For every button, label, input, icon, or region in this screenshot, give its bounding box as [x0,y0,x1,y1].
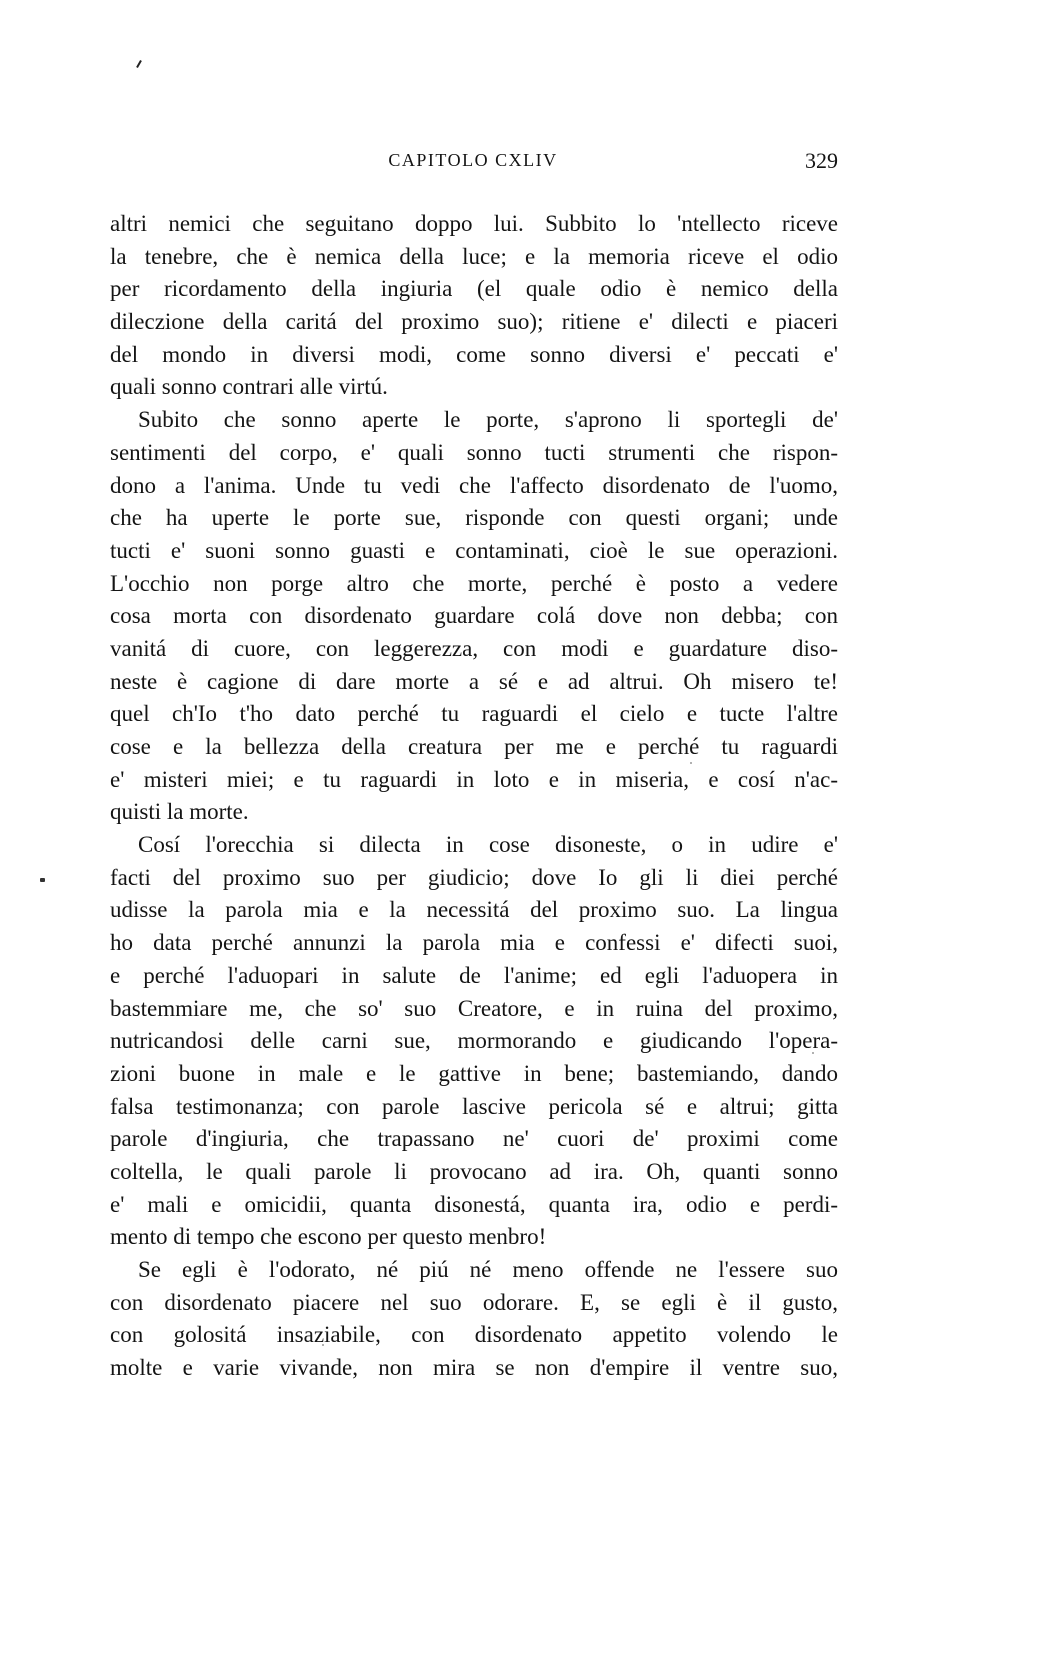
text-line: Se egli è l'odorato, né piú né meno offende ne l'essere suo [138,1257,838,1282]
text-line: per ricordamento della ingiuria (el quale odio è nemico della [110,276,838,302]
text-line: cose e la bellezza della creatura per me e perché tu raguardi [110,734,838,759]
text-line: Cosí l'orecchia si dilecta in cose disoneste, o in udire e' [138,832,838,858]
text-line: facti del proximo suo per giudicio; dove Io gli li diei perché [110,864,838,890]
paragraph [110,208,838,404]
running-title: CAPITOLO CXLIV [388,150,558,170]
text-line: sentimenti del corpo, e' quali sonno tucti strumenti che rispon- [110,439,838,465]
text-line: mento di tempo che escono per questo menbro! [110,1224,547,1250]
page-number: 329 [805,148,838,173]
text-line: quisti la morte. [110,799,249,825]
text-line: zioni buone in male e le gattive in bene; bastemiando, dando [110,1060,838,1086]
page-mark [136,60,142,68]
text-line: parole d'ingiuria, che trapassano ne' cuori de' proximi come [110,1126,838,1152]
text-line: coltella, le quali parole li provocano ad ira. Oh, quanti sonno [110,1158,838,1184]
text-line: con golositá insaziabile, con disordenato appetito volendo le [110,1322,838,1348]
text-line: udisse la parola mia e la necessitá del proximo suo. La lingua [110,897,838,923]
text-line: molte e varie vivande, non mira se non d'empire il ventre suo, [110,1355,838,1381]
text-line: L'occhio non porge altro che morte, perché è posto a vedere [110,570,838,596]
text-line: la tenebre, che è nemica della luce; e la memoria riceve el odio [110,243,838,269]
paragraph [110,404,838,829]
paragraph [110,1254,838,1385]
text-line: dileczione della caritá del proximo suo); ritiene e' dilecti e piaceri [110,309,838,335]
text-line: nutricandosi delle carni sue, mormorando e giudicando l'opera- [110,1028,838,1054]
text-line: con disordenato piacere nel suo odorare. E, se egli è il gusto, [110,1289,838,1315]
text-line: vanitá di cuore, con leggerezza, con modi e guardature diso- [110,635,838,661]
body-text [110,208,838,1385]
text-line: tucti e' suoni sonno guasti e contaminati, cioè le sue operazioni. [110,537,838,563]
paragraph [110,829,838,1254]
text-line: neste è cagione di dare morte a sé e ad altrui. Oh misero te! [110,668,838,694]
text-line: Subito che sonno aperte le porte, s'aprono li sportegli de' [138,407,838,433]
text-line: ho data perché annunzi la parola mia e confessi e' difecti suoi, [110,930,838,956]
text-line: del mondo in diversi modi, come sonno diversi e' peccati e' [110,341,838,367]
text-line: quel ch'Io t'ho dato perché tu raguardi el cielo e tucte l'altre [110,701,838,727]
text-line: che ha uperte le porte sue, risponde con questi organi; unde [110,505,838,531]
text-line: falsa testimonanza; con parole lascive pericola sé e altrui; gitta [110,1093,838,1119]
margin-dot [40,878,45,882]
text-line: dono a l'anima. Unde tu vedi che l'affecto disordenato de l'uomo, [110,472,838,498]
running-head [108,150,838,180]
text-line: quali sonno contrari alle virtú. [110,374,388,400]
text-line: altri nemici che seguitano doppo lui. Subbito lo 'ntellecto riceve [110,211,838,236]
text-line: cosa morta con disordenato guardare colá dove non debba; con [110,603,838,629]
text-line: e' mali e omicidii, quanta disonestá, quanta ira, odio e perdi- [110,1191,838,1217]
text-line: e perché l'aduopari in salute de l'anime; ed egli l'aduopera in [110,962,838,988]
text-line: bastemmiare me, che so' suo Creatore, e in ruina del proximo, [110,995,838,1021]
text-line: e' misteri miei; e tu raguardi in loto e in miseria, e cosí n'ac- [110,766,838,792]
